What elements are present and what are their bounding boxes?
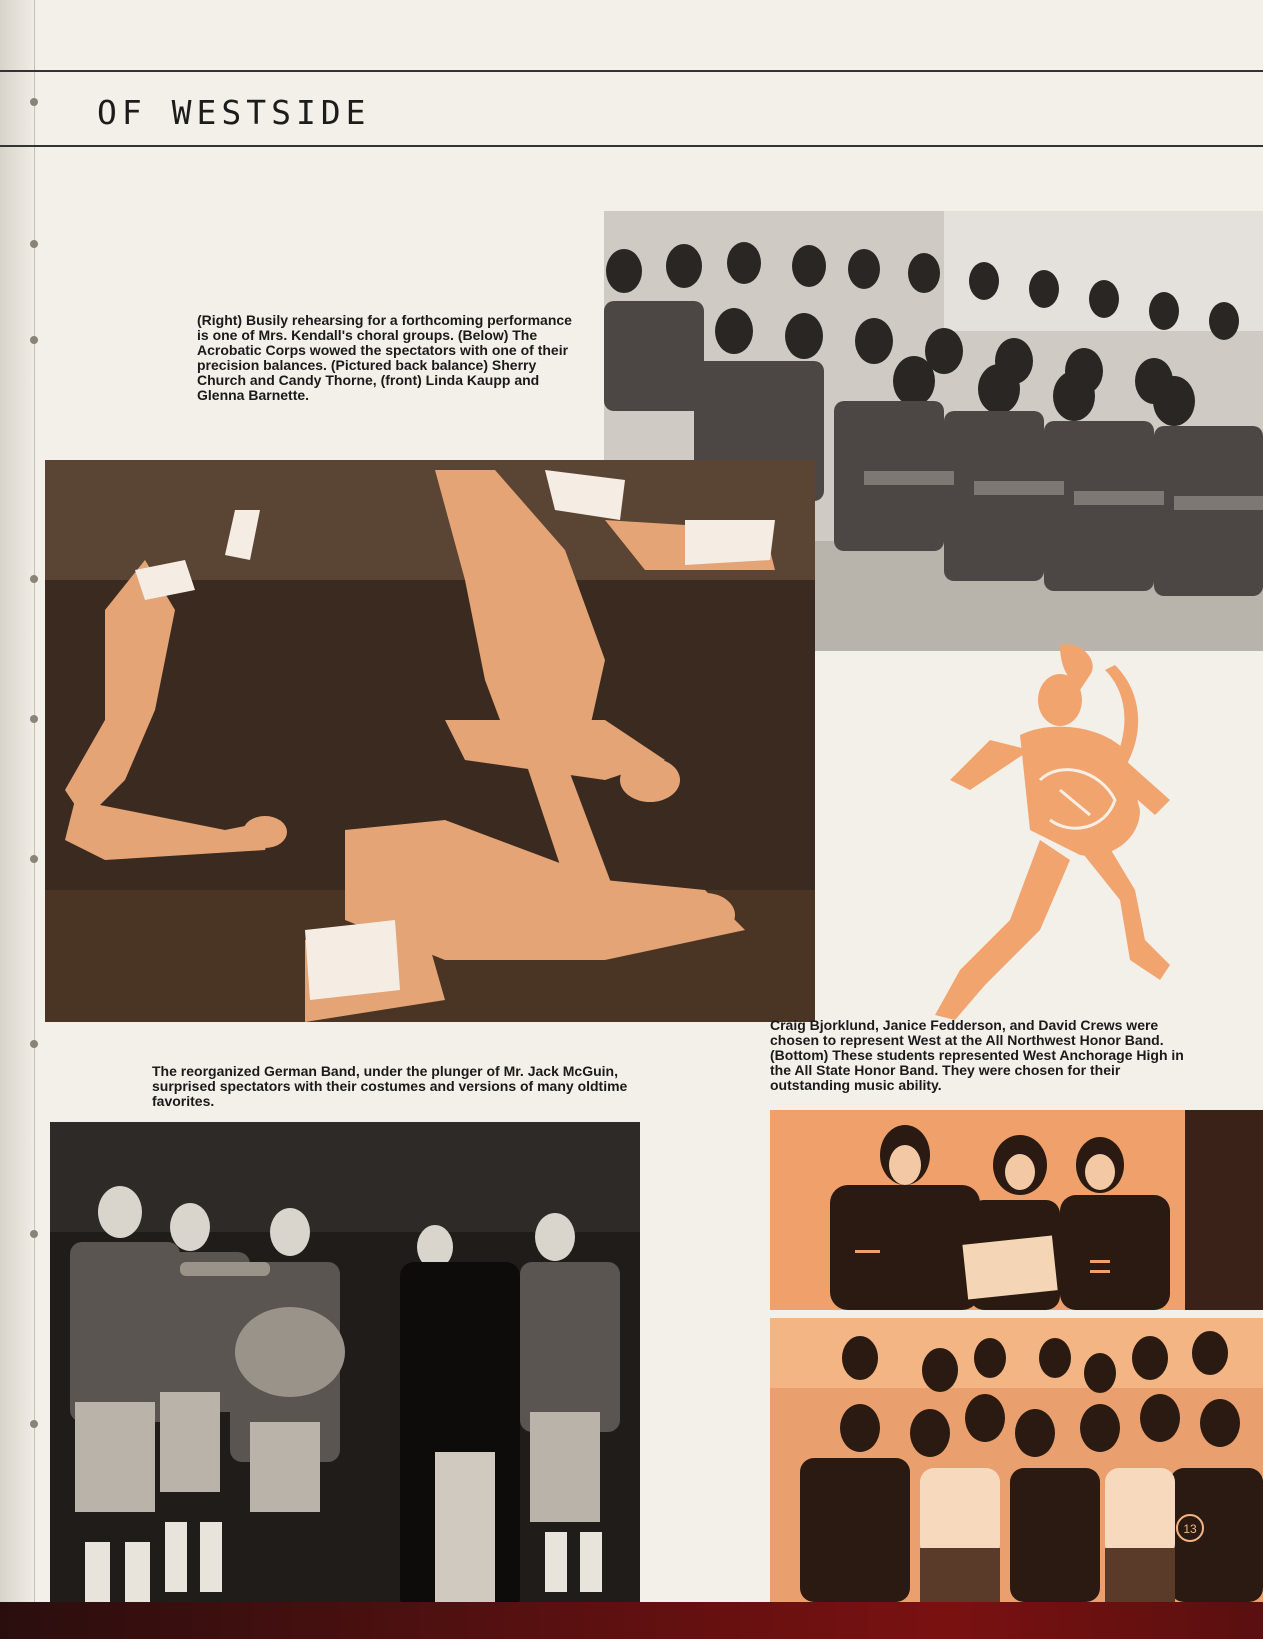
- binding-hole: [30, 1420, 38, 1428]
- photo-german-band: [50, 1122, 640, 1612]
- binding-hole: [30, 98, 38, 106]
- binding-hole: [30, 855, 38, 863]
- binding-hole: [30, 240, 38, 248]
- saxophone-player-illustration: [930, 640, 1230, 1030]
- header-bottom-rule: [0, 145, 1263, 147]
- page-title: OF WESTSIDE: [97, 93, 371, 132]
- caption-german-band: The reorganized German Band, under the plunger of Mr. Jack McGuin, surprised spectators with their costumes and versions of many oldtime favorites.: [152, 1063, 628, 1109]
- binding-hole: [30, 1230, 38, 1238]
- photo-acrobatic-corps: [45, 460, 815, 1022]
- binding-hole: [30, 715, 38, 723]
- header-top-rule: [0, 70, 1263, 72]
- caption-choral-acrobatic: (Right) Busily rehearsing for a forthcoming performance is one of Mrs. Kendall's choral groups. (Below) The Acrobatic Corps wowed the spectators with one of their precision balances. (Pictured back balance) Sherry Church and Candy Thorne, (front) Linda Kaupp and Glenna Barnette.: [197, 312, 572, 403]
- photo-all-state-honor-band: [770, 1318, 1263, 1602]
- uniform-badge-number: 13: [1183, 1522, 1197, 1536]
- binding-hole: [30, 1040, 38, 1048]
- binding-hole: [30, 336, 38, 344]
- binding-hole: [30, 575, 38, 583]
- caption-honor-band: Craig Bjorklund, Janice Fedderson, and David Crews were chosen to represent West at the All Northwest Honor Band. (Bottom) These students represented West Anchorage High in the All State Honor Band. They were chosen for their outstanding music ability.: [770, 1017, 1184, 1093]
- bottom-color-bar: [0, 1602, 1263, 1639]
- photo-honor-band-trio: [770, 1110, 1263, 1310]
